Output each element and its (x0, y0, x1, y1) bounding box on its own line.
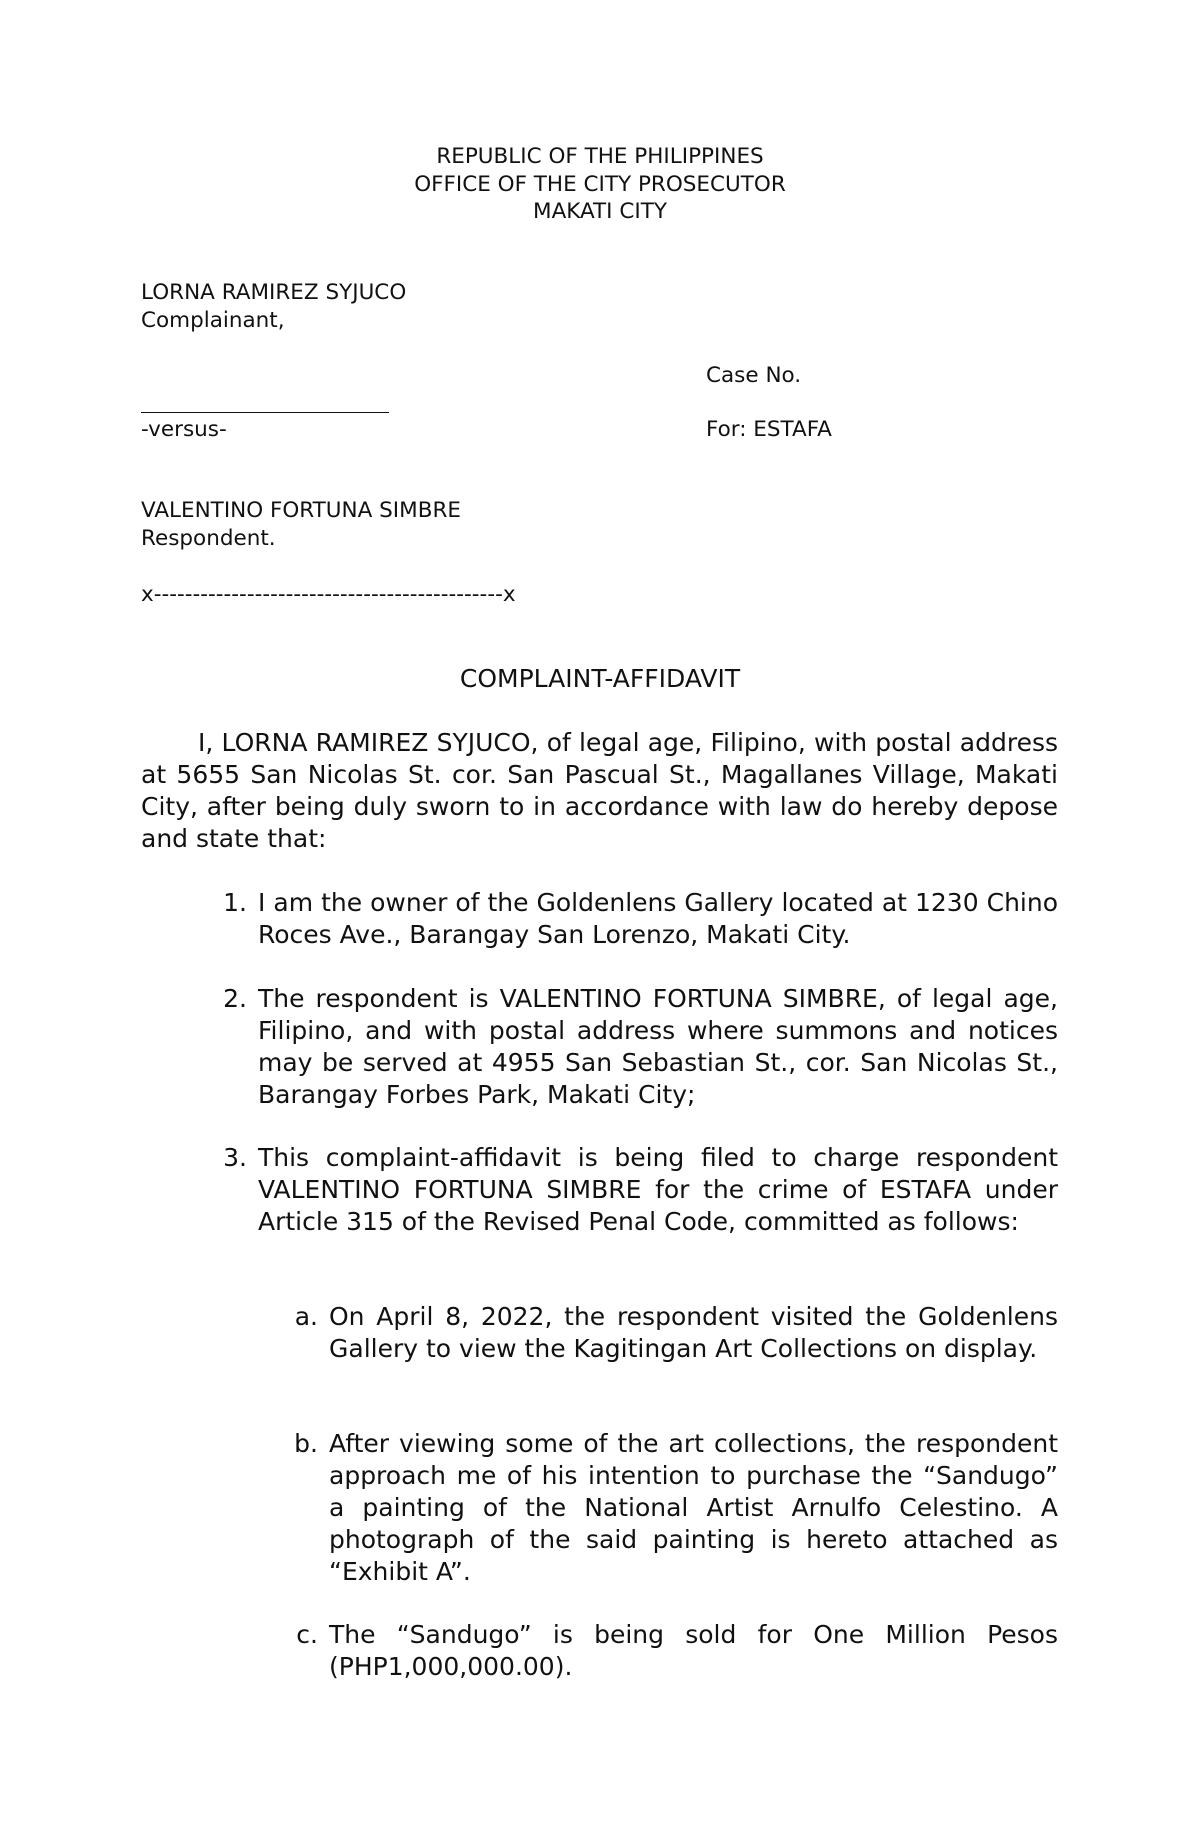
caption-underline (141, 412, 389, 413)
sub-list-item (280, 1428, 1058, 1588)
list-item-number: 2. (223, 984, 247, 1013)
sub-list-item (280, 1301, 1058, 1365)
sub-list-item-letter: c. (296, 1620, 318, 1649)
list-item (205, 887, 1058, 951)
caption-separator: x---------------------------------------------x (141, 582, 516, 607)
list-item (205, 1142, 1058, 1238)
offense-label: For: ESTAFA (706, 417, 832, 442)
respondent-role: Respondent. (141, 526, 276, 551)
sub-list-item-text: After viewing some of the art collections, the respondent approach me of his intention to purchase the “Sandugo” a painting of the National Artist Arnulfo Celestino. A photograph of the said painting is hereto attached as “Exhibit A”. (329, 1429, 1058, 1586)
sub-list-item (280, 1619, 1058, 1683)
list-item-text: I am the owner of the Goldenlens Gallery located at 1230 Chino Roces Ave., Barangay San Lorenzo, Makati City. (258, 888, 1058, 949)
list-item-number: 3. (223, 1143, 247, 1172)
list-item-text: The respondent is VALENTINO FORTUNA SIMBRE, of legal age, Filipino, and with postal address where summons and notices may be served at 4955 San Sebastian St., cor. San Nicolas St., Barangay Forbes Park, Makati City; (258, 984, 1058, 1109)
case-number-label: Case No. (706, 363, 802, 388)
list-item-number: 1. (223, 888, 247, 917)
document-title: COMPLAINT-AFFIDAVIT (459, 664, 741, 693)
header-republic: REPUBLIC OF THE PHILIPPINES (436, 144, 764, 169)
header-city: MAKATI CITY (533, 199, 667, 224)
sub-list-item-text: The “Sandugo” is being sold for One Million Pesos (PHP1,000,000.00). (329, 1620, 1058, 1681)
document-header (0, 143, 1200, 226)
list-item-text: This complaint-affidavit is being filed to charge respondent VALENTINO FORTUNA SIMBRE for the crime of ESTAFA under Article 315 of the Revised Penal Code, committed as follows: (258, 1143, 1058, 1236)
versus-label: -versus- (141, 417, 227, 442)
complainant-role: Complainant, (141, 308, 285, 333)
sub-list-item-letter: b. (294, 1429, 318, 1458)
sub-list-item-text: On April 8, 2022, the respondent visited the Goldenlens Gallery to view the Kagitingan Art Collections on display. (329, 1302, 1058, 1363)
list-item (205, 983, 1058, 1111)
intro-paragraph: I, LORNA RAMIREZ SYJUCO, of legal age, Filipino, with postal address at 5655 San Nicolas St. cor. San Pascual St., Magallanes Village, Makati City, after being duly sworn to in accordance with law do hereby depose and state that: (141, 728, 1058, 853)
complainant-name: LORNA RAMIREZ SYJUCO (141, 280, 407, 305)
respondent-name: VALENTINO FORTUNA SIMBRE (141, 498, 461, 523)
sub-list-item-letter: a. (294, 1302, 318, 1331)
header-office: OFFICE OF THE CITY PROSECUTOR (414, 171, 786, 197)
